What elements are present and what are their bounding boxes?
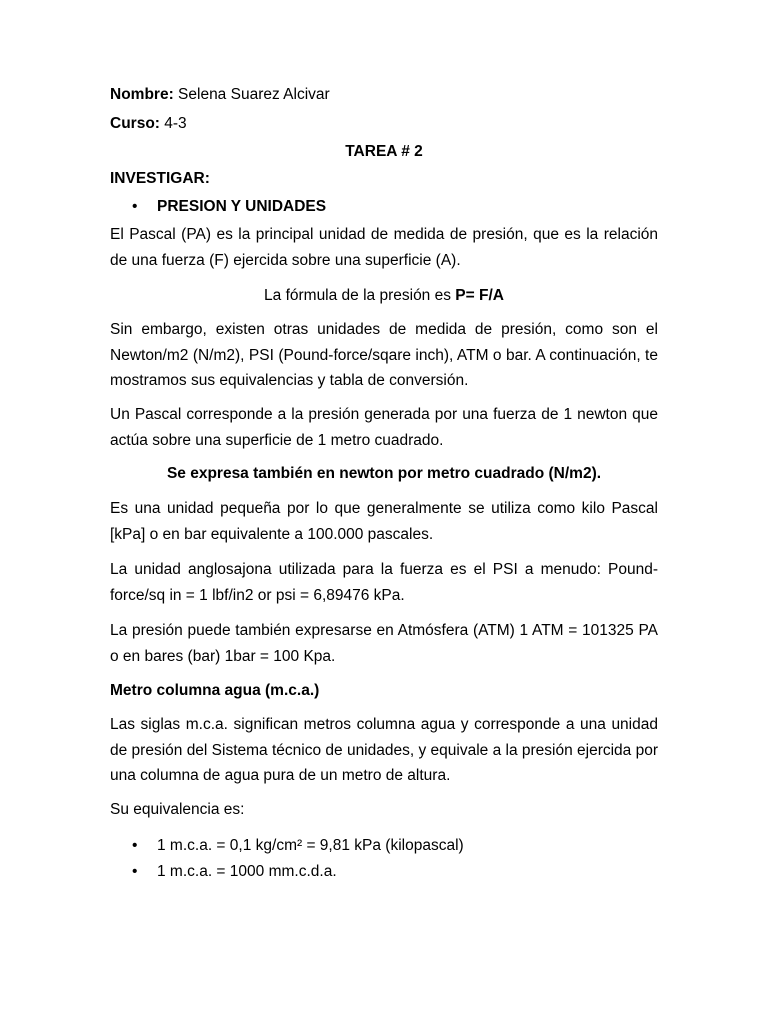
formula-line <box>110 283 658 309</box>
equivalence-text: 1 m.c.a. = 0,1 kg/cm² = 9,81 kPa (kilopascal) <box>157 837 464 854</box>
express-line: Se expresa también en newton por metro cuadrado (N/m2). <box>166 465 602 482</box>
topic-text: PRESION Y UNIDADES <box>157 198 327 215</box>
bullet-icon: • <box>132 837 138 854</box>
formula-prefix: La fórmula de la presión es <box>264 287 456 304</box>
assignment-title: TAREA # 2 <box>345 143 423 160</box>
paragraph-kpa: Es una unidad pequeña por lo que generalmente se utiliza como kilo Pascal [kPa] o en bar equivalente a 100.000 pascales. <box>110 500 658 543</box>
paragraph-atm: La presión puede también expresarse en Atmósfera (ATM) 1 ATM = 101325 PA o en bares (bar) 1bar = 100 Kpa. <box>110 622 658 665</box>
paragraph-other-units: Sin embargo, existen otras unidades de medida de presión, como son el Newton/m2 (N/m2), PSI (Pound-force/sqare inch), ATM o bar. A continuación, te mostramos sus equivalencias y tabla de conversión. <box>110 321 658 389</box>
name-value: Selena Suarez Alcivar <box>173 86 330 103</box>
paragraph-mca: Las siglas m.c.a. significan metros columna agua y corresponde a una unidad de presión del Sistema técnico de unidades, y equivale a la presión ejercida por una columna de agua pura de un metro de altura. <box>110 716 659 784</box>
formula: P= F/A <box>455 287 504 304</box>
equivalence-label: Su equivalencia es: <box>110 801 245 818</box>
section-heading: INVESTIGAR: <box>110 170 210 187</box>
name-label: Nombre: <box>110 86 174 103</box>
course-label: Curso: <box>110 115 160 132</box>
paragraph-psi: La unidad anglosajona utilizada para la fuerza es el PSI a menudo: Pound-force/sq in = 1 lbf/in2 or psi = 6,89476 kPa. <box>110 561 658 604</box>
bullet-icon: • <box>132 198 138 215</box>
paragraph-pascal-definition: Un Pascal corresponde a la presión generada por una fuerza de 1 newton que actúa sobre una superficie de 1 metro cuadrado. <box>110 406 658 449</box>
course-value: 4-3 <box>159 115 187 132</box>
equivalence-text: 1 m.c.a. = 1000 mm.c.d.a. <box>157 863 337 880</box>
mca-heading: Metro columna agua (m.c.a.) <box>110 682 320 699</box>
paragraph-pascal-intro: El Pascal (PA) es la principal unidad de medida de presión, que es la relación de una fuerza (F) ejercida sobre una superficie (A). <box>110 226 658 269</box>
course-line <box>110 111 658 137</box>
bullet-icon: • <box>132 863 138 880</box>
student-name-line <box>110 82 658 108</box>
